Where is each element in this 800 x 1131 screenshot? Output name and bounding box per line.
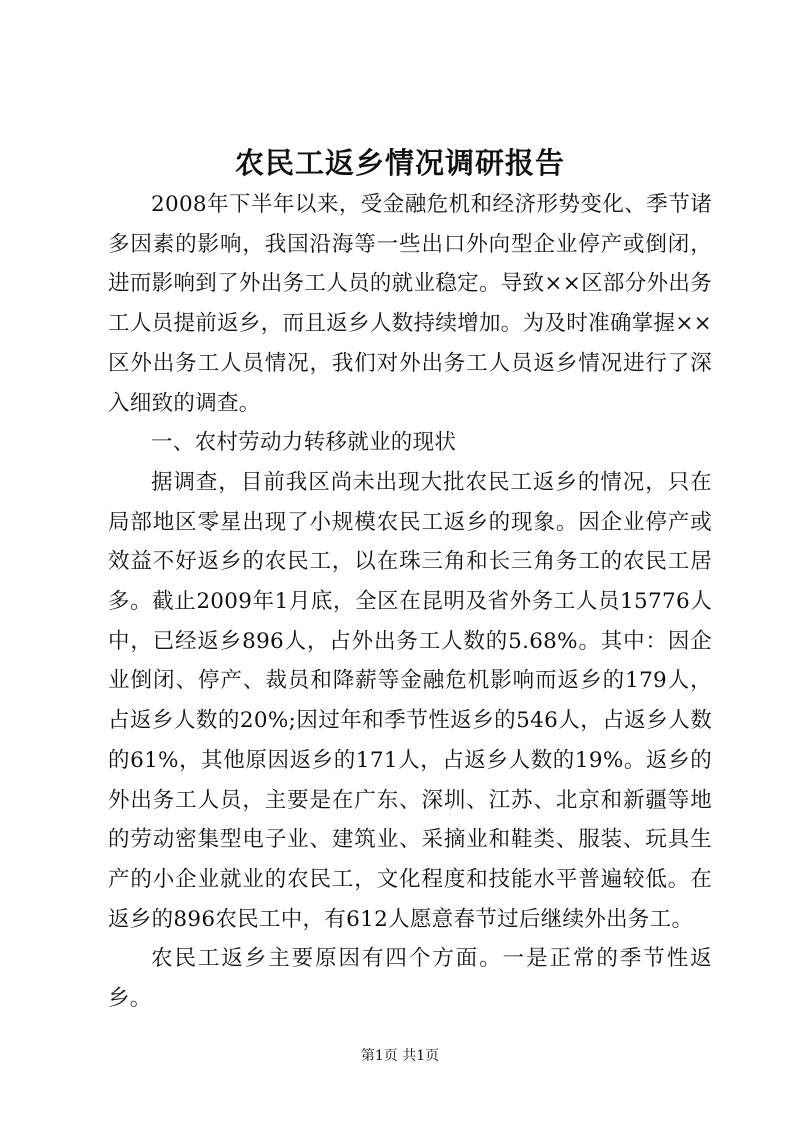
document-body [108, 185, 712, 1019]
page-footer: 第1页 共1页 [360, 1048, 440, 1064]
reasons-paragraph: 农民工返乡主要原因有四个方面。一是正常的季节性返乡。 [108, 946, 712, 1012]
section-heading: 一、农村劳动力转移就业的现状 [151, 430, 457, 456]
document-title: 农民工返乡情况调研报告 [234, 146, 565, 180]
survey-paragraph: 据调查，目前我区尚未出现大批农民工返乡的情况，只在局部地区零星出现了小规模农民工返乡的现象。因企业停产或效益不好返乡的农民工，以在珠三角和长三角务工的农民工居多。截止2009年1月底，全区在昆明及省外务工人员15776人中，已经返乡896人，占外出务工人数的5.68%。其中：因企业倒闭、停产、裁员和降薪等金融危机影响而返乡的179人，占返乡人数的20%;因过年和季节性返乡的546人，占返乡人数的61%，其他原因返乡的171人，占返乡人数的19%。返乡的外出务工人员，主要是在广东、深圳、江苏、北京和新疆等地的劳动密集型电子业、建筑业、采摘业和鞋类、服装、玩具生产的小企业就业的农民工，文化程度和技能水平普遍较低。在返乡的896农民工中，有612人愿意春节过后继续外出务工。 [108, 469, 712, 932]
intro-paragraph: 2008年下半年以来，受金融危机和经济形势变化、季节诸多因素的影响，我国沿海等一些出口外向型企业停产或倒闭，进而影响到了外出务工人员的就业稳定。导致××区部分外出务工人员提前返乡，而且返乡人数持续增加。为及时准确掌握××区外出务工人员情况，我们对外出务工人员返乡情况进行了深入细致的调查。 [108, 192, 712, 416]
